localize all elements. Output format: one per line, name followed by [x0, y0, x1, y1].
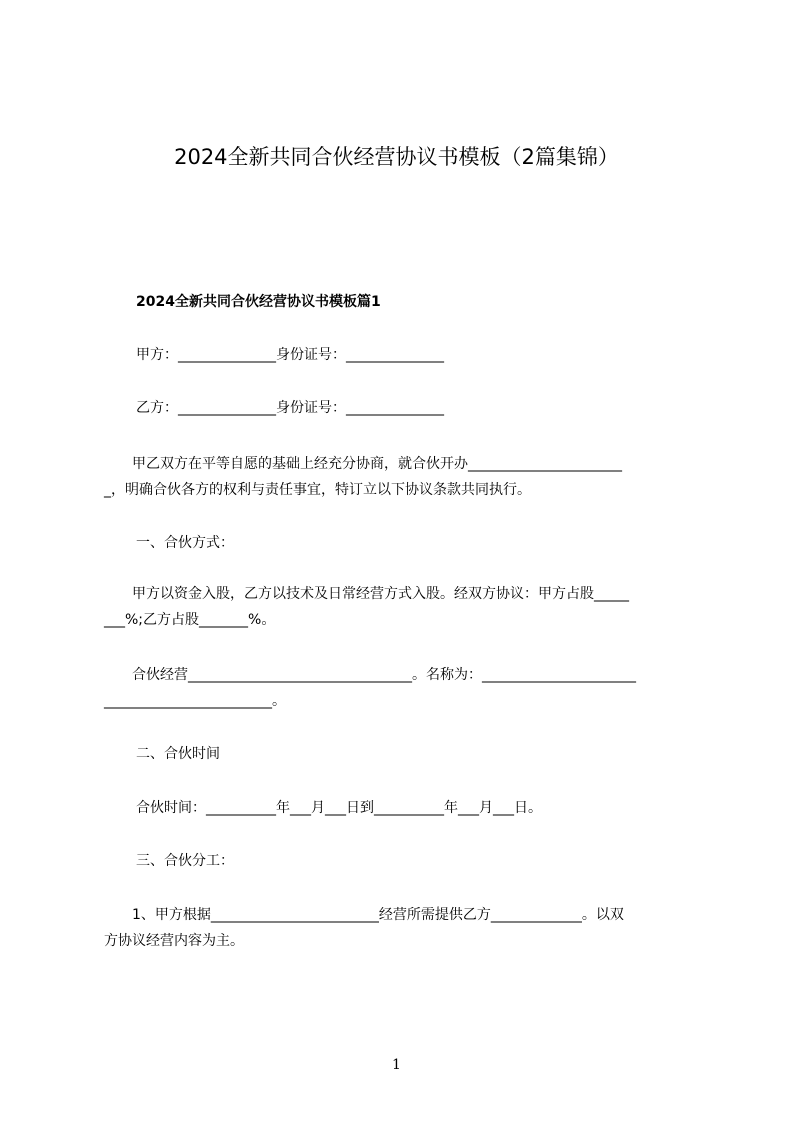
heading-partnership-method: 一、合伙方式： [136, 535, 234, 551]
party-a-line: 甲方：______________身份证号：______________ [136, 347, 444, 363]
page-number: 1 [392, 1057, 401, 1073]
document-title: 2024全新共同合伙经营协议书模板（2篇集锦） [174, 145, 619, 169]
division-paragraph-line-1: 1、甲方根据________________________经营所需提供乙方_____________。以双 [132, 907, 624, 923]
heading-partnership-time: 二、合伙时间 [136, 746, 220, 762]
intro-paragraph-line-1: 甲乙双方在平等自愿的基础上经充分协商，就合伙开办______________________ [132, 456, 622, 472]
time-line: 合伙时间：__________年___月___日到__________年___月___日。 [136, 800, 542, 816]
intro-paragraph-line-2: _，明确合伙各方的权利与责任事宜，特订立以下协议条款共同执行。 [104, 482, 531, 498]
party-b-line: 乙方：______________身份证号：______________ [136, 400, 444, 416]
division-paragraph-line-2: 方协议经营内容为主。 [104, 933, 244, 949]
business-paragraph-line-1: 合伙经营________________________________。名称为：______________________ [132, 667, 636, 683]
section-heading: 2024全新共同合伙经营协议书模板篇1 [136, 294, 381, 310]
business-paragraph-line-2: ________________________。 [104, 693, 286, 709]
heading-partnership-division: 三、合伙分工： [136, 853, 234, 869]
method-paragraph-line-1: 甲方以资金入股，乙方以技术及日常经营方式入股。经双方协议：甲方占股_____ [132, 586, 629, 602]
method-paragraph-line-2: ___%;乙方占股_______%。 [104, 612, 276, 628]
